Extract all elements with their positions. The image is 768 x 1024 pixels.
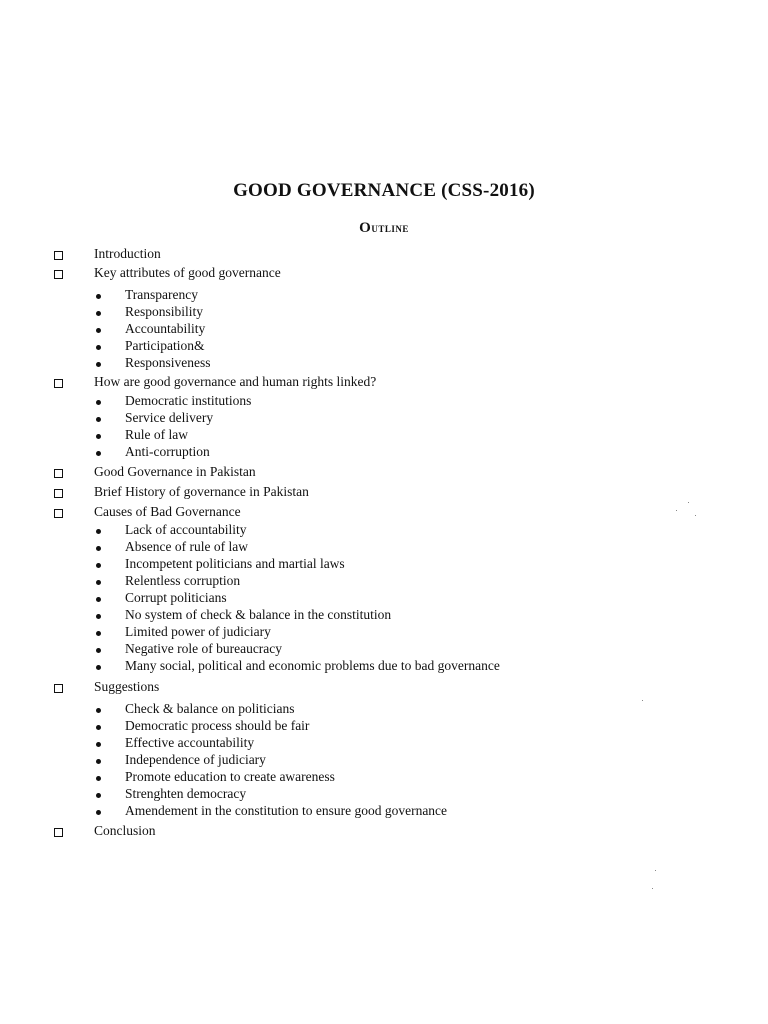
list-item: No system of check & balance in the constitution: [125, 607, 392, 622]
bullet-icon: [96, 546, 101, 551]
bullet-icon: [96, 294, 101, 299]
bullet-icon: [96, 614, 101, 619]
bullet-icon: [96, 451, 101, 456]
list-item: Strenghten democracy: [125, 786, 247, 801]
list-item: Anti-corruption: [125, 444, 210, 459]
bullet-icon: [96, 810, 101, 815]
bullet-icon: [96, 776, 101, 781]
list-item: Responsiveness: [125, 355, 211, 370]
bullet-icon: [96, 631, 101, 636]
bullet-icon: [96, 665, 101, 670]
list-item: Transparency: [125, 287, 198, 302]
bullet-icon: [96, 529, 101, 534]
bullet-icon: [96, 563, 101, 568]
list-item: Amendement in the constitution to ensure good governance: [125, 803, 448, 818]
bullet-icon: [96, 708, 101, 713]
checkbox-icon: [54, 270, 63, 279]
scan-speck: [695, 515, 696, 516]
checkbox-icon: [54, 684, 63, 693]
list-item: Participation&: [125, 338, 205, 353]
list-item: Rule of law: [125, 427, 188, 442]
list-item: Lack of accountability: [125, 522, 247, 537]
scan-speck: [642, 700, 643, 701]
list-item: Responsibility: [125, 304, 204, 319]
list-item: Corrupt politicians: [125, 590, 227, 605]
bullet-icon: [96, 328, 101, 333]
bullet-icon: [96, 580, 101, 585]
section-heading: Key attributes of good governance: [94, 265, 281, 280]
page-title: GOOD GOVERNANCE (CSS-2016): [233, 180, 535, 201]
checkbox-icon: [54, 828, 63, 837]
list-item: Incompetent politicians and martial laws: [125, 556, 345, 571]
list-item: Many social, political and economic problems due to bad governance: [125, 658, 500, 673]
section-heading: How are good governance and human rights linked?: [94, 374, 377, 389]
bullet-icon: [96, 648, 101, 653]
scan-speck: [688, 502, 689, 503]
checkbox-icon: [54, 509, 63, 518]
bullet-icon: [96, 742, 101, 747]
bullet-icon: [96, 362, 101, 367]
section-heading: Brief History of governance in Pakistan: [94, 484, 309, 499]
list-item: Effective accountability: [125, 735, 255, 750]
section-heading: Good Governance in Pakistan: [94, 464, 256, 479]
list-item: Accountability: [125, 321, 206, 336]
list-item: Democratic institutions: [125, 393, 252, 408]
list-item: Relentless corruption: [125, 573, 241, 588]
scan-speck: [652, 888, 653, 889]
list-item: Check & balance on politicians: [125, 701, 295, 716]
checkbox-icon: [54, 379, 63, 388]
list-item: Service delivery: [125, 410, 214, 425]
section-heading: Conclusion: [94, 823, 156, 838]
section-heading: Suggestions: [94, 679, 160, 694]
list-item: Independence of judiciary: [125, 752, 266, 767]
list-item: Democratic process should be fair: [125, 718, 310, 733]
checkbox-icon: [54, 489, 63, 498]
checkbox-icon: [54, 251, 63, 260]
list-item: Negative role of bureaucracy: [125, 641, 283, 656]
bullet-icon: [96, 434, 101, 439]
bullet-icon: [96, 417, 101, 422]
outline-heading-text: Outline: [359, 220, 409, 236]
scan-speck: [655, 870, 656, 871]
scan-speck: [676, 510, 677, 511]
section-heading: Causes of Bad Governance: [94, 504, 241, 519]
list-item: Promote education to create awareness: [125, 769, 335, 784]
bullet-icon: [96, 793, 101, 798]
bullet-icon: [96, 400, 101, 405]
bullet-icon: [96, 725, 101, 730]
checkbox-icon: [54, 469, 63, 478]
bullet-icon: [96, 597, 101, 602]
bullet-icon: [96, 345, 101, 350]
bullet-icon: [96, 311, 101, 316]
section-heading: Introduction: [94, 246, 161, 261]
bullet-icon: [96, 759, 101, 764]
outline-heading: [0, 220, 768, 237]
list-item: Limited power of judiciary: [125, 624, 271, 639]
list-item: Absence of rule of law: [125, 539, 248, 554]
